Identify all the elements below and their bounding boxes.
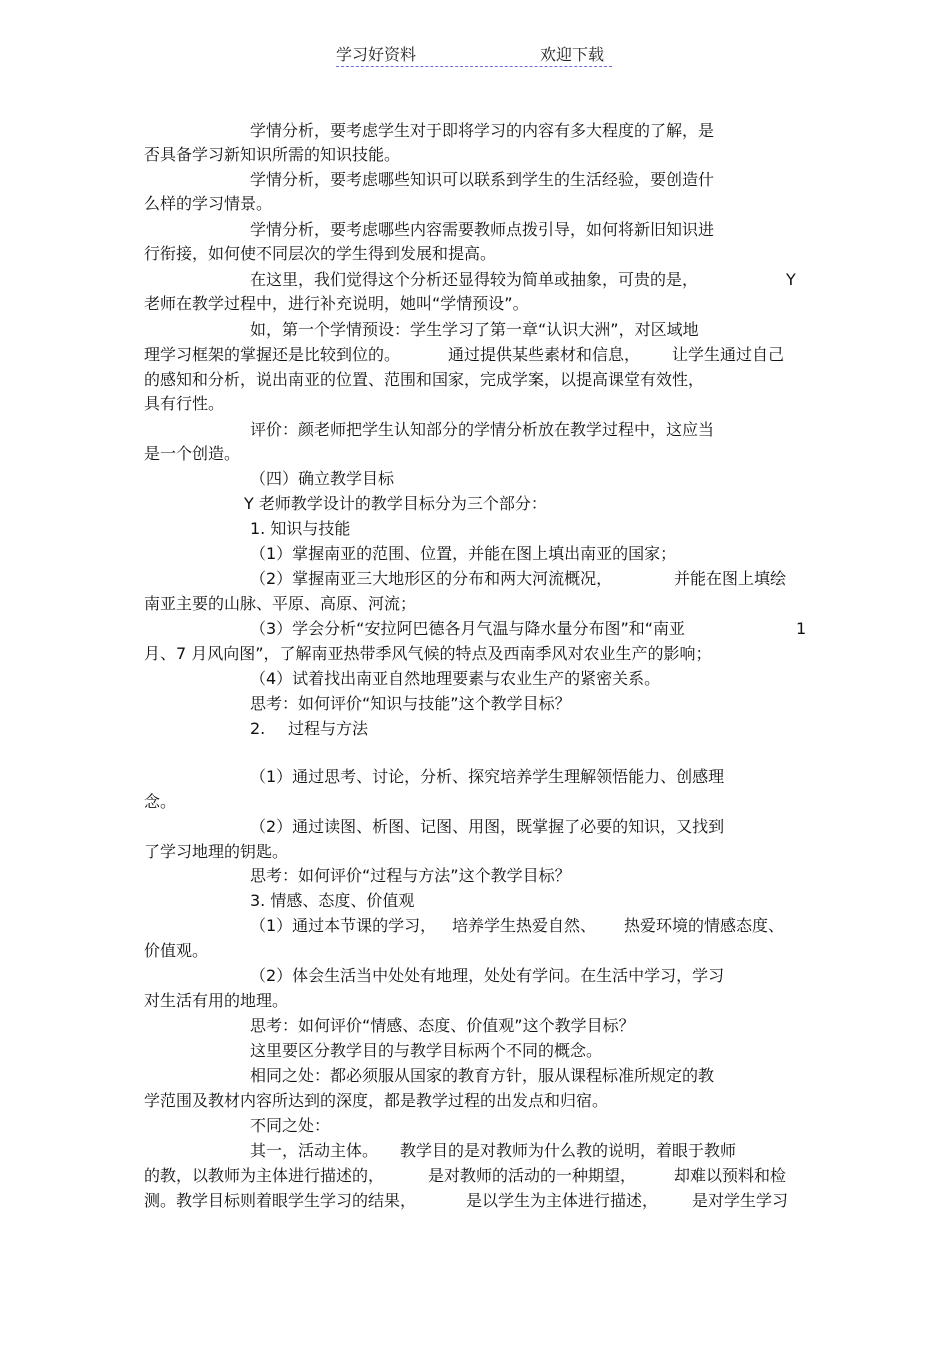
text-fragment: 热爱环境的情感态度、 <box>624 916 785 935</box>
text-line: 理学习框架的掌握还是比较到位的。 <box>144 345 401 364</box>
text-line: 学情分析，要考虑哪些内容需要教师点拨引导，如何将新旧知识进 <box>250 220 715 239</box>
text-line: 其一，活动主体。 <box>250 1141 379 1160</box>
text-line: 老师在教学过程中，进行补充说明，她叫“学情预设”。 <box>144 294 529 313</box>
text-line: 测。教学目标则着眼学生学习的结果， <box>144 1191 417 1210</box>
text-line: 南亚主要的山脉、平原、高原、河流； <box>144 594 417 613</box>
text-line: 不同之处： <box>250 1116 331 1135</box>
text-line: 月、7 月风向图”，了解南亚热带季风气候的特点及西南季风对农业生产的影响； <box>144 644 712 663</box>
text-line: 思考：如何评价“情感、态度、价值观”这个教学目标？ <box>250 1016 635 1035</box>
text-fragment: 培养学生热爱自然、 <box>452 916 597 935</box>
text-fragment: 让学生通过自己 <box>672 345 785 364</box>
text-line: 学范围及教材内容所达到的深度，都是教学过程的出发点和归宿。 <box>144 1091 609 1110</box>
text-line: 学情分析，要考虑学生对于即将学习的内容有多大程度的了解，是 <box>250 121 715 140</box>
text-line: 了学习地理的钥匙。 <box>144 842 289 861</box>
text-line: 在这里，我们觉得这个分析还显得较为简单或抽象，可贵的是， <box>250 270 699 289</box>
text-fragment: 是对学生学习 <box>692 1191 789 1210</box>
text-line: 是一个创造。 <box>144 444 241 463</box>
text-fragment: 通过提供某些素材和信息， <box>448 345 641 364</box>
subsection-heading: 1. 知识与技能 <box>250 519 351 538</box>
subsection-heading: 过程与方法 <box>288 719 369 738</box>
text-line: 否具备学习新知识所需的知识技能。 <box>144 145 401 164</box>
header-left-text: 学习好资料 <box>336 45 417 64</box>
text-line: 么样的学习情景。 <box>144 194 273 213</box>
text-fragment: 并能在图上填绘 <box>674 569 787 588</box>
text-line: 评价：颜老师把学生认知部分的学情分析放在教学过程中，这应当 <box>250 420 715 439</box>
text-line: （2）通过读图、析图、记图、用图，既掌握了必要的知识，又找到 <box>250 817 725 836</box>
text-line: （4）试着找出南亚自然地理要素与农业生产的紧密关系。 <box>250 669 661 688</box>
text-fragment: 教学目的是对教师为什么教的说明，着眼于教师 <box>400 1141 737 1160</box>
text-line: （1）通过思考、讨论，分析、探究培养学生理解领悟能力、创感理 <box>250 767 725 786</box>
text-line: 这里要区分教学目的与教学目标两个不同的概念。 <box>250 1041 603 1060</box>
page-header <box>336 40 612 67</box>
text-fragment: 是对教师的活动的一种期望， <box>428 1166 637 1185</box>
text-line: 行衔接，如何使不同层次的学生得到发展和提高。 <box>144 244 497 263</box>
text-line: 学情分析，要考虑哪些知识可以联系到学生的生活经验，要创造什 <box>250 170 715 189</box>
text-line: （3）学会分析“安拉阿巴德各月气温与降水量分布图”和“南亚 <box>250 619 686 638</box>
text-line: 思考：如何评价“知识与技能”这个教学目标？ <box>250 694 571 713</box>
text-line: 价值观。 <box>144 941 209 960</box>
text-line: 具有行性。 <box>144 394 225 413</box>
text-line: 相同之处：都必须服从国家的教育方针，服从课程标准所规定的教 <box>250 1066 715 1085</box>
text-line: （1）掌握南亚的范围、位置，并能在图上填出南亚的国家； <box>250 544 677 563</box>
subsection-number: 2. <box>250 719 266 738</box>
text-line: （2）掌握南亚三大地形区的分布和两大河流概况， <box>250 569 613 588</box>
text-line: 如，第一个学情预设：学生学习了第一章“认识大洲”，对区域地 <box>250 320 699 339</box>
text-line: 念。 <box>144 792 177 811</box>
text-line: Y 老师教学设计的教学目标分为三个部分： <box>244 494 547 513</box>
text-line: 思考：如何评价“过程与方法”这个教学目标？ <box>250 866 571 885</box>
text-fragment: 却难以预料和检 <box>674 1166 787 1185</box>
text-line: 对生活有用的地理。 <box>144 991 289 1010</box>
text-line: （2）体会生活当中处处有地理，处处有学问。在生活中学习，学习 <box>250 966 725 985</box>
subsection-heading: 3. 情感、态度、价值观 <box>250 891 415 910</box>
section-heading: （四）确立教学目标 <box>250 469 395 488</box>
text-fragment: 1 <box>796 619 807 638</box>
text-line: （1）通过本节课的学习， <box>250 916 437 935</box>
text-fragment: Y <box>786 270 796 289</box>
header-right-text: 欢迎下载 <box>540 45 605 64</box>
text-fragment: 是以学生为主体进行描述， <box>466 1191 659 1210</box>
text-line: 的教，以教师为主体进行描述的， <box>144 1166 385 1185</box>
text-line: 的感知和分析，说出南亚的位置、范围和国家，完成学案，以提高课堂有效性， <box>144 370 705 389</box>
